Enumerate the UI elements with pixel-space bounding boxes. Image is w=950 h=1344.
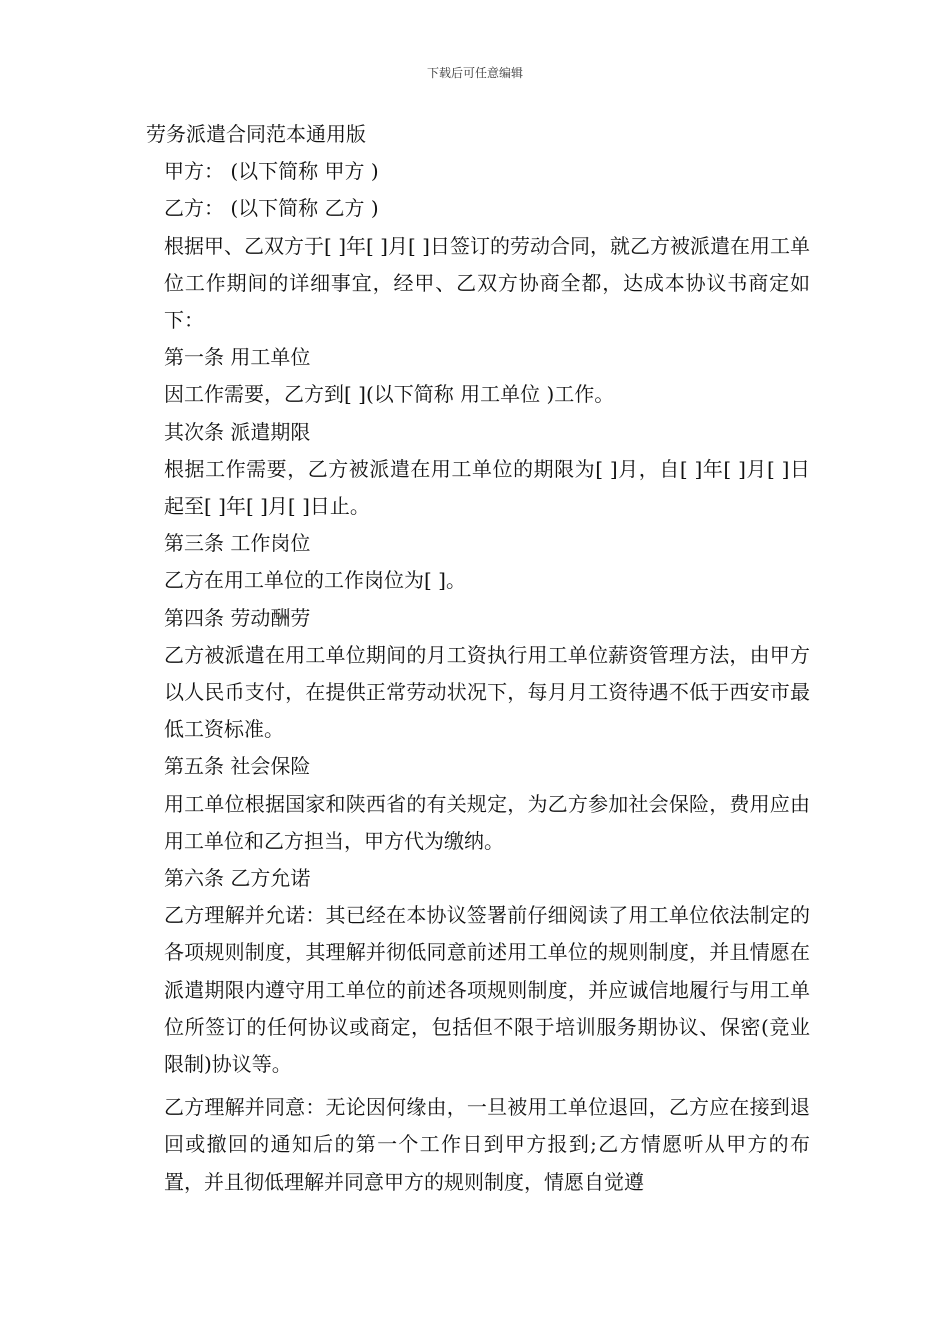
preamble-paragraph: 根据甲、乙双方于[ ]年[ ]月[ ]日签订的劳动合同，就乙方被派遣在用工单位工作期间的详细事宜，经甲、乙双方协商全都，达成本协议书商定如下： bbox=[164, 233, 810, 333]
article-4-body: 乙方被派遣在用工单位期间的月工资执行用工单位薪资管理方法，由甲方以人民币支付，在提供正常劳动状况下，每月月工资待遇不低于西安市最低工资标准。 bbox=[164, 642, 810, 742]
article-2-body: 根据工作需要，乙方被派遣在用工单位的期限为[ ]月，自[ ]年[ ]月[ ]日起至[ ]年[ ]月[ ]日止。 bbox=[164, 456, 810, 519]
article-6-heading: 第六条 乙方允诺 bbox=[164, 866, 311, 891]
article-6-body-2: 乙方理解并同意：无论因何缘由，一旦被用工单位退回，乙方应在接到退回或撤回的通知后的第一个工作日到甲方报到;乙方情愿听从甲方的布置，并且彻低理解并同意甲方的规则制度，情愿自觉遵 bbox=[164, 1095, 810, 1194]
article-3-heading: 第三条 工作岗位 bbox=[164, 531, 311, 556]
article-1-body: 因工作需要，乙方到[ ](以下简称 用工单位 )工作。 bbox=[164, 382, 615, 407]
party-a-line: 甲方： (以下简称 甲方 ) bbox=[164, 159, 379, 184]
article-6-body-1: 乙方理解并允诺：其已经在本协议签署前仔细阅读了用工单位依法制定的各项规则制度，其理解并彻低同意前述用工单位的规则制度，并且情愿在派遣期限内遵守用工单位的前述各项规则制度，并应诚信地履行与用工单位所签订的任何协议或商定，包括但不限于培训服务期协议、保密(竞业限制)协议等。 bbox=[164, 903, 810, 1077]
document-title: 劳务派遣合同范本通用版 bbox=[146, 122, 366, 146]
article-4-heading: 第四条 劳动酬劳 bbox=[164, 605, 311, 630]
article-1-heading: 第一条 用工单位 bbox=[164, 345, 311, 370]
article-3-body: 乙方在用工单位的工作岗位为[ ]。 bbox=[164, 568, 466, 593]
document-body bbox=[146, 116, 810, 1201]
article-5-heading: 第五条 社会保险 bbox=[164, 754, 311, 779]
article-5-body: 用工单位根据国家和陕西省的有关规定，为乙方参加社会保险，费用应由用工单位和乙方担当，甲方代为缴纳。 bbox=[164, 791, 810, 853]
party-b-line: 乙方： (以下简称 乙方 ) bbox=[164, 196, 379, 221]
article-2-heading: 其次条 派遣期限 bbox=[164, 419, 311, 444]
page-header-note: 下载后可任意编辑 bbox=[426, 66, 523, 80]
